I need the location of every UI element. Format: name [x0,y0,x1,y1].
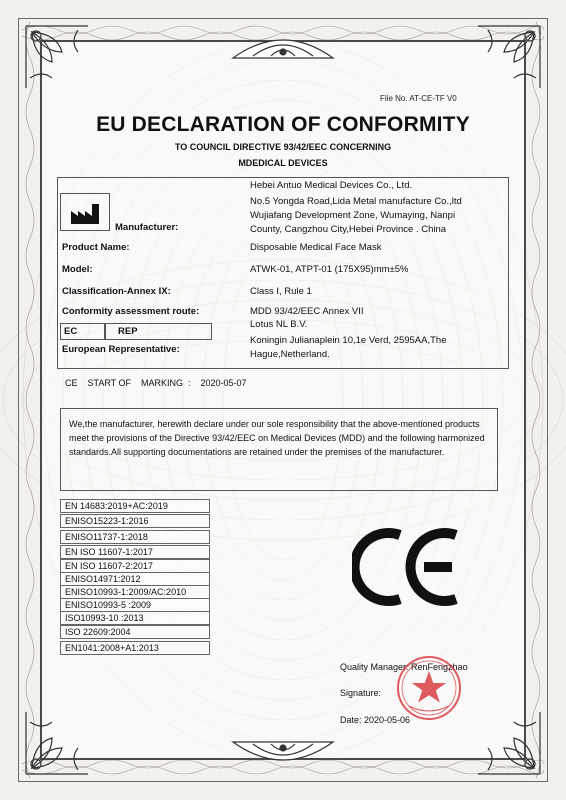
standard-item: ISO 22609:2004 [60,625,210,639]
standard-item: ENISO10993-5 :2009 [60,598,210,612]
standard-item: EN1041:2008+A1:2013 [60,641,210,655]
corner-ornament-icon [22,22,92,92]
signature-label: Signature: [340,688,382,698]
manufacturer-address-line: No.5 Yongda Road,Lida Metal manufacture Co.,ltd [250,196,462,207]
ce-mark-icon [352,527,462,607]
top-ornament-icon [213,26,353,66]
file-number: File No. AT-CE-TF V0 [380,94,457,103]
corner-ornament-icon [474,22,544,92]
standard-item: EN ISO 11607-2:2017 [60,559,210,573]
representative-address-line: Koningin Julianaplein 10,1e Verd, 2595AA,The [250,335,447,346]
classification-label: Classification-Annex IX: [62,286,171,297]
ec-symbol-text: EC [64,326,78,337]
representative-name: Lotus NL B.V. [250,319,308,330]
company-stamp-icon [395,648,463,728]
standard-item: ENISO15223-1:2016 [60,514,210,528]
standard-item: ENISO11737-1:2018 [60,530,210,544]
manufacturer-label: Manufacturer: [115,222,179,233]
product-name-label: Product Name: [62,242,130,253]
representative-address-line: Hague,Netherland. [250,349,330,360]
standard-item: ENISO10993-1:2009/AC:2010 [60,585,210,599]
bottom-ornament-icon [213,734,353,774]
declaration-text: We,the manufacturer, herewith declare under our sole responsibility that the above-mentioned products meet the provisions of the Directive 93/42/EEC on Medical Devices (MDD) and the following harmonized standards.All supporting documentations are retained under the premises of the manufacturer. [60,408,498,491]
model-label: Model: [62,264,93,275]
model-value: ATWK-01, ATPT-01 (175X95)mm±5% [250,264,409,275]
manufacturer-address-line: County, Cangzhou City,Hebei Province . China [250,224,447,235]
standard-item: EN ISO 11607-1:2017 [60,545,210,559]
quality-manager: Quality Manager: RenFengzhao [340,662,468,672]
manufacturer-name: Hebei Antuo Medical Devices Co., Ltd. [250,180,413,191]
factory-icon [70,203,100,225]
classification-value: Class I, Rule 1 [250,286,312,297]
conformity-route-label: Conformity assessment route: [62,306,200,317]
subtitle-line-1: TO COUNCIL DIRECTIVE 93/42/EEC CONCERNING [174,142,392,152]
subtitle-line-2: MDEDICAL DEVICES [238,158,328,168]
signature-date: Date: 2020-05-06 [340,715,411,725]
standard-item: ENISO14971:2012 [60,572,210,586]
corner-ornament-icon [474,708,544,778]
standard-item: EN 14683:2019+AC:2019 [60,499,210,513]
standard-item: ISO10993-10 :2013 [60,611,210,625]
european-representative-label: European Representative: [62,344,180,355]
page-title: EU DECLARATION OF CONFORMITY [96,113,470,136]
corner-ornament-icon [22,708,92,778]
product-name-value: Disposable Medical Face Mask [250,242,382,253]
manufacturer-address-line: Wujiafang Development Zone, Wumaying, Nanpi [250,210,456,221]
ce-marking-start: CE START OF MARKING : 2020-05-07 [65,378,247,388]
rep-symbol-text: REP [118,326,138,337]
conformity-route-value: MDD 93/42/EEC Annex VII [250,306,364,317]
